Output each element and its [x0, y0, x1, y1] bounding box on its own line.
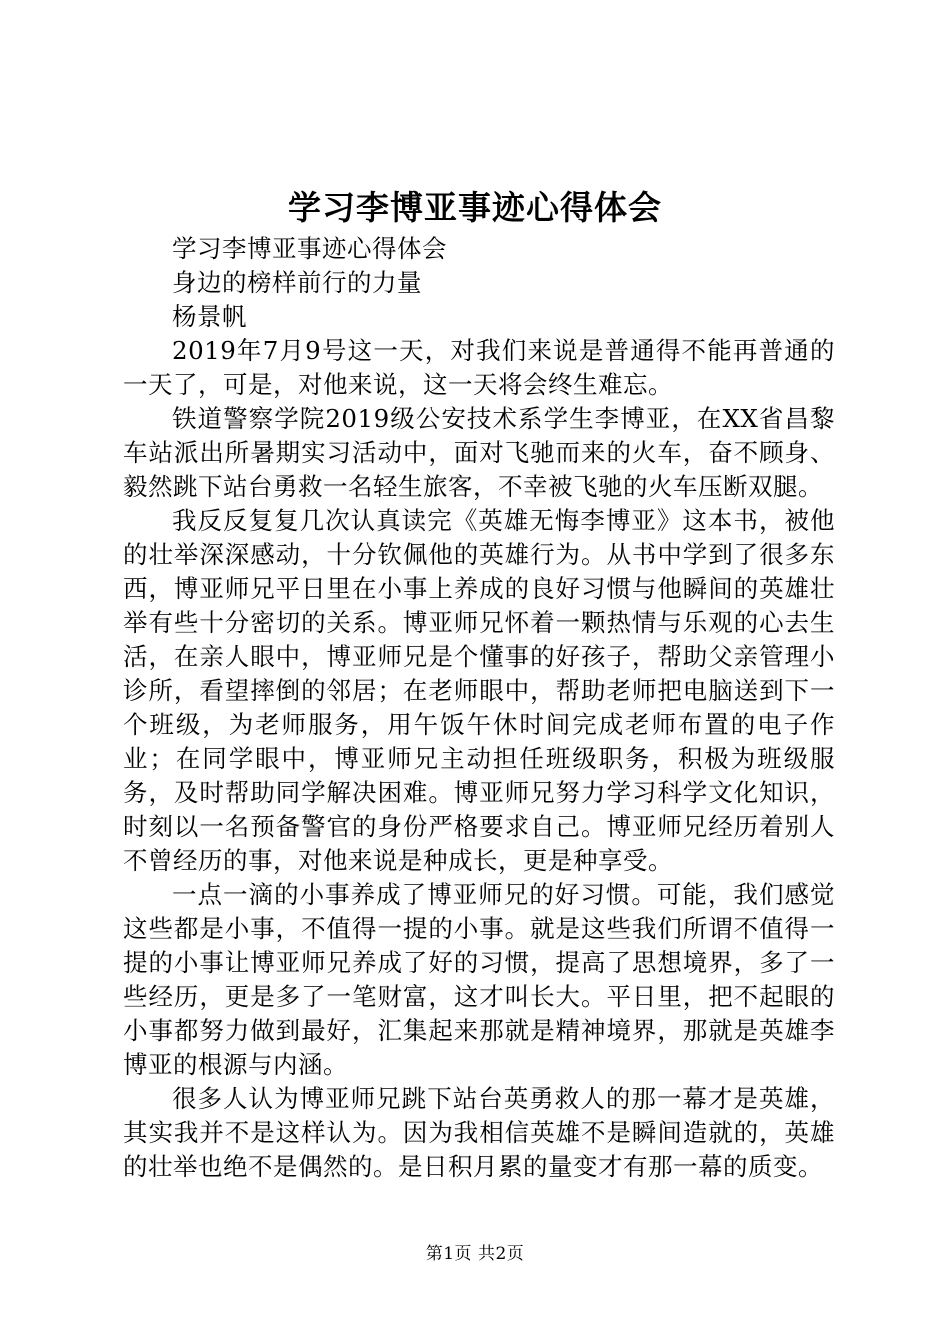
- slogan-line: 身边的榜样前行的力量: [172, 268, 422, 297]
- document-body: [123, 232, 835, 1184]
- body-paragraph: 2019年7月9号这一天，对我们来说是普通得不能再普通的一天了，可是，对他来说，这一天将会终生难忘。: [123, 336, 835, 399]
- page-number-footer: 第1页 共2页: [425, 1244, 525, 1264]
- body-paragraph: 很多人认为博亚师兄跳下站台英勇救人的那一幕才是英雄，其实我并不是这样认为。因为我相信英雄不是瞬间造就的，英雄的壮举也绝不是偶然的。是日积月累的量变才有那一幕的质变。: [123, 1084, 835, 1181]
- document-title: 学习李博亚事迹心得体会: [288, 188, 662, 227]
- body-paragraph: 我反反复复几次认真读完《英雄无悔李博亚》这本书，被他的壮举深深感动，十分钦佩他的英雄行为。从书中学到了很多东西，博亚师兄平日里在小事上养成的良好习惯与他瞬间的英雄壮举有些十分密切的关系。博亚师兄怀着一颗热情与乐观的心去生活，在亲人眼中，博亚师兄是个懂事的好孩子，帮助父亲管理小诊所，看望摔倒的邻居；在老师眼中，帮助老师把电脑送到下一个班级，为老师服务，用午饭午休时间完成老师布置的电子作业；在同学眼中，博亚师兄主动担任班级职务，积极为班级服务，及时帮助同学解决困难。博亚师兄努力学习科学文化知识，时刻以一名预备警官的身份严格要求自己。博亚师兄经历着别人不曾经历的事，对他来说是种成长，更是种享受。: [123, 506, 835, 875]
- body-paragraph: 铁道警察学院2019级公安技术系学生李博亚，在XX省昌黎车站派出所暑期实习活动中，面对飞驰而来的火车，奋不顾身、毅然跳下站台勇救一名轻生旅客，不幸被飞驰的火车压断双腿。: [123, 404, 835, 501]
- author-line: 杨景帆: [172, 302, 247, 331]
- body-paragraph: 一点一滴的小事养成了博亚师兄的好习惯。可能，我们感觉这些都是小事，不值得一提的小事。就是这些我们所谓不值得一提的小事让博亚师兄养成了好的习惯，提高了思想境界，多了一些经历，更是多了一笔财富，这才叫长大。平日里，把不起眼的小事都努力做到最好，汇集起来那就是精神境界，那就是英雄李博亚的根源与内涵。: [123, 880, 835, 1079]
- subtitle-line: 学习李博亚事迹心得体会: [172, 234, 447, 263]
